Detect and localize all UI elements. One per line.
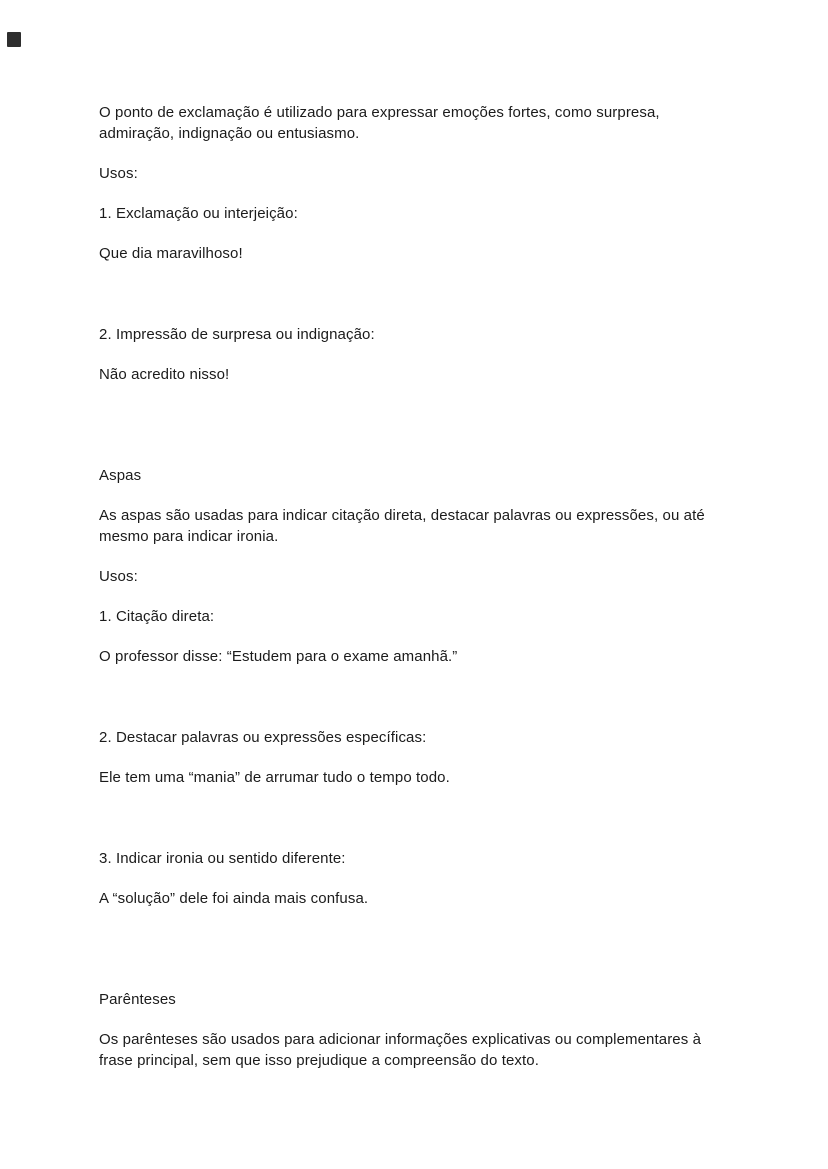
example-nao-acredito: Não acredito nisso! <box>99 366 230 383</box>
section-heading-parenteses: Parênteses <box>99 991 176 1008</box>
item-indicar-ironia: 3. Indicar ironia ou sentido diferente: <box>99 850 346 867</box>
item-impressao-surpresa: 2. Impressão de surpresa ou indignação: <box>99 326 375 343</box>
item-destacar-palavras: 2. Destacar palavras ou expressões específicas: <box>99 729 427 746</box>
paragraph-parenteses-intro: Os parênteses são usados para adicionar informações explicativas ou complementares à frase principal, sem que isso prejudique a compreensão do texto. <box>99 1031 702 1069</box>
section-heading-aspas: Aspas <box>99 467 142 484</box>
example-professor-disse: O professor disse: “Estudem para o exame amanhã.” <box>99 648 458 665</box>
usos-label-aspas: Usos: <box>99 568 138 585</box>
page-corner-mark <box>7 32 21 47</box>
item-citacao-direta: 1. Citação direta: <box>99 608 215 625</box>
example-que-dia-maravilhoso: Que dia maravilhoso! <box>99 245 243 262</box>
paragraph-aspas-intro: As aspas são usadas para indicar citação direta, destacar palavras ou expressões, ou até mesmo para indicar ironia. <box>99 507 705 545</box>
usos-label-exclamation: Usos: <box>99 165 138 182</box>
item-exclamacao-interjeicao: 1. Exclamação ou interjeição: <box>99 205 298 222</box>
example-mania: Ele tem uma “mania” de arrumar tudo o tempo todo. <box>99 769 450 786</box>
document-body <box>99 102 733 1071</box>
example-solucao: A “solução” dele foi ainda mais confusa. <box>99 890 369 907</box>
paragraph-exclamation-intro: O ponto de exclamação é utilizado para expressar emoções fortes, como surpresa, admiração, indignação ou entusiasmo. <box>99 104 660 142</box>
